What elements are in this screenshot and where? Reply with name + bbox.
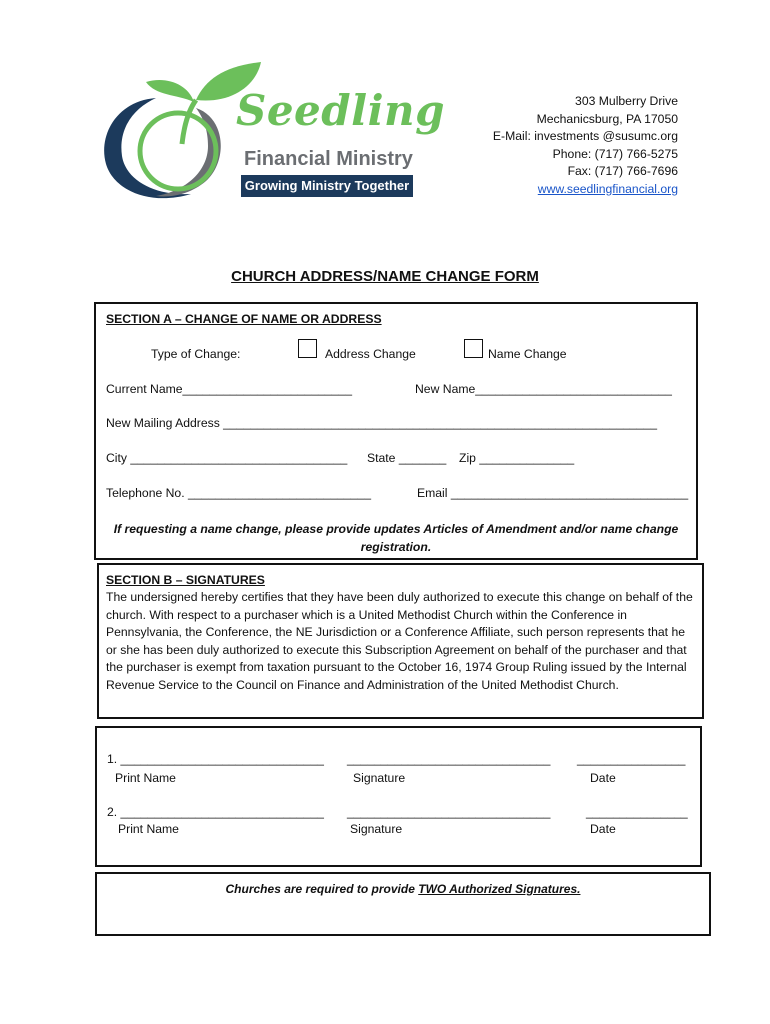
print-name-line-2[interactable]: 2. ______________________________ [107,805,324,819]
type-of-change-label: Type of Change: [151,347,241,361]
website-link[interactable]: www.seedlingfinancial.org [537,181,678,196]
name-change-label: Name Change [488,347,567,361]
new-name-field[interactable]: New Name_____________________________ [415,382,672,396]
email-field[interactable]: Email ___________________________________ [417,486,689,500]
date-caption-2: Date [590,822,616,836]
address-city: Mechanicsburg, PA 17050 [536,111,678,126]
certification-text: The undersigned hereby certifies that they have been duly authorized to execute this change on behalf of the church. With respect to a purchaser which is a United Methodist Church within the Conference in Pennsylvania, the Conference, the NE Jurisdiction or a Conference Affiliate, such person represents that he or she has been duly authorized to execute this Subscription Agreement on behalf of the purchaser and that the purchaser is exempt from taxation pursuant to the October 16, 1974 Group Ruling issued by the Internal Revenue Service to the Council on Finance and Administration of the United Methodist Church. [106,590,693,692]
zip-field[interactable]: Zip ______________ [459,451,575,465]
date-line-1[interactable]: ________________ [577,752,686,766]
logo-tagline: Growing Ministry Together [241,175,413,197]
logo-wordmark: Seedling [236,86,445,135]
current-name-field[interactable]: Current Name_________________________ [106,382,352,396]
contact-phone: Phone: (717) 766-5275 [552,146,678,161]
print-name-caption-1: Print Name [115,771,176,785]
requirement-emphasis: TWO Authorized Signatures. [418,882,581,896]
signature-caption-2: Signature [350,822,403,836]
address-street: 303 Mulberry Drive [575,94,678,108]
form-title: CHURCH ADDRESS/NAME CHANGE FORM [231,268,539,285]
state-field[interactable]: State _______ [367,451,447,465]
seedling-logo [96,56,456,206]
contact-fax: Fax: (717) 766-7696 [567,164,678,178]
signature-box [95,726,702,867]
requirement-note [97,882,709,896]
name-change-checkbox[interactable] [464,339,483,358]
signature-line-1[interactable]: ______________________________ [347,752,551,766]
telephone-field[interactable]: Telephone No. ___________________________ [106,486,371,500]
section-a-heading: SECTION A – CHANGE OF NAME OR ADDRESS [106,312,382,326]
contact-email: E-Mail: investments @susumc.org [492,129,678,143]
name-change-note: If requesting a name change, please provide updates Articles of Amendment and/or name change registration. [113,522,679,554]
print-name-caption-2: Print Name [118,822,179,836]
city-field[interactable]: City ________________________________ [106,451,348,465]
requirement-prefix: Churches are required to provide [225,882,419,896]
contact-block [493,93,678,198]
signature-line-2[interactable]: ______________________________ [347,805,551,819]
print-name-line-1[interactable]: 1. ______________________________ [107,752,324,766]
address-change-checkbox[interactable] [298,339,317,358]
section-b-heading: SECTION B – SIGNATURES [106,573,265,587]
signature-caption-1: Signature [353,771,406,785]
address-change-label: Address Change [325,347,416,361]
mailing-address-field[interactable]: New Mailing Address ________________________________________________________________ [106,416,657,430]
logo-subtitle: Financial Ministry [244,148,413,170]
date-line-2[interactable]: _______________ [586,805,688,819]
date-caption-1: Date [590,771,616,785]
